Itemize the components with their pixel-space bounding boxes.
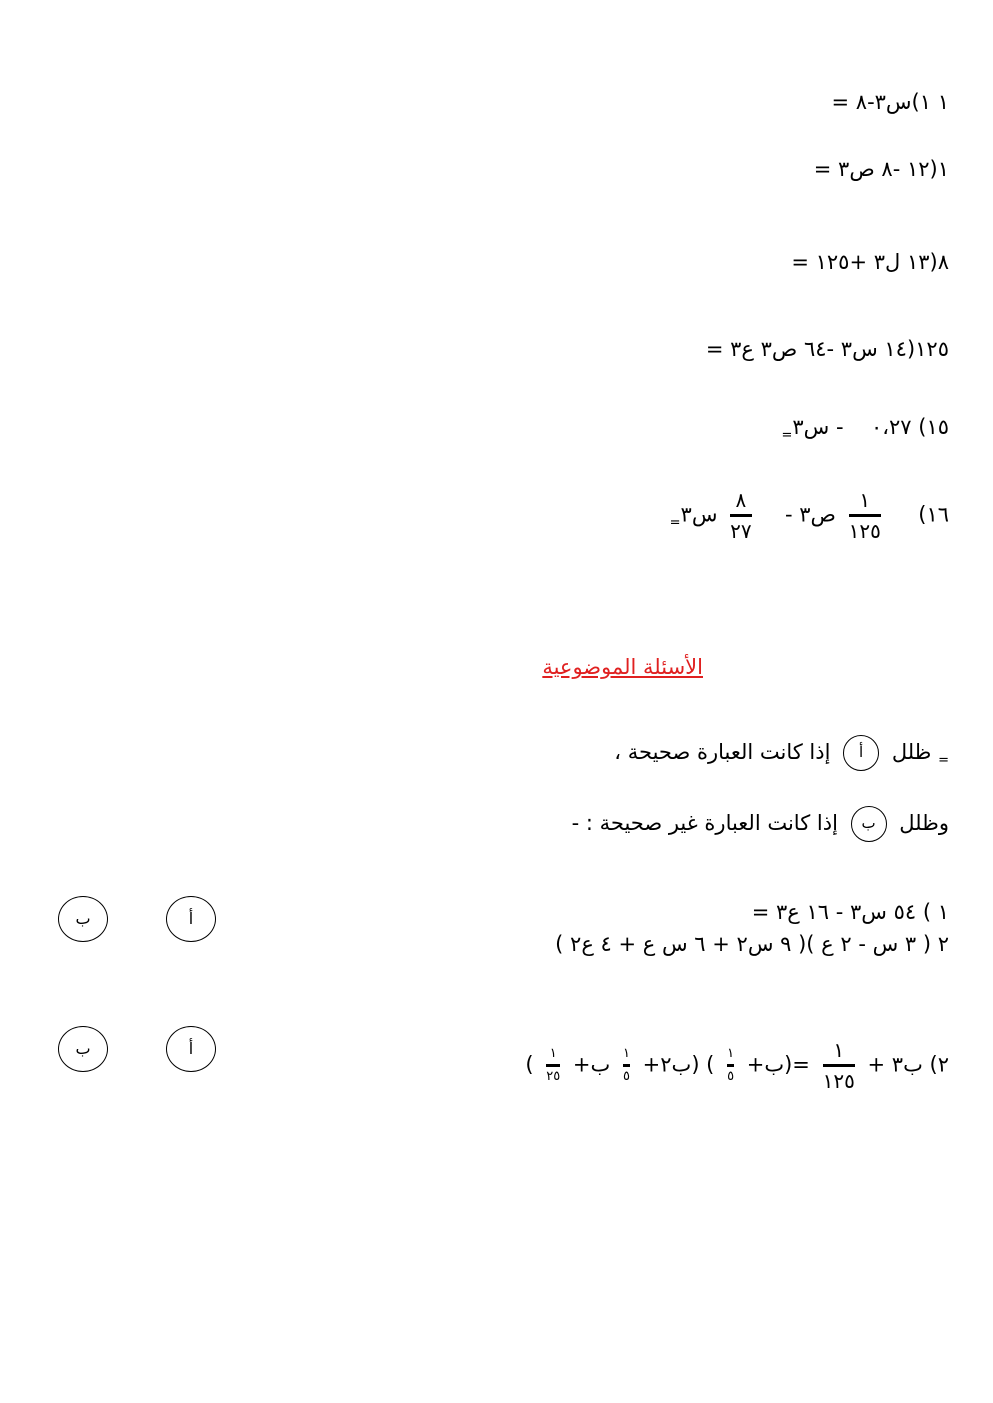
exercise-11: ١ ١)س٣-٨ = <box>831 90 949 114</box>
question-2-middle-2: ) (ب٢+ <box>642 1052 715 1077</box>
exercise-12: ١(١٢ -٨ ص٣ = <box>813 157 949 181</box>
question-2-middle-1: =(ب+ <box>746 1052 810 1077</box>
fraction-denominator: ١٢٥ <box>822 1069 855 1093</box>
fraction-denominator: ١٢٥ <box>848 519 881 543</box>
question-2-fraction-2 <box>727 1046 734 1084</box>
exercise-15-label: ١٥) ٠،٢٧ <box>870 415 949 439</box>
fraction-numerator: ٨ <box>735 488 747 512</box>
question-2-middle-3: ب+ <box>572 1052 611 1077</box>
fraction-bar <box>823 1064 855 1067</box>
fraction-bar <box>623 1064 630 1067</box>
question-2 <box>525 1038 949 1093</box>
answer-a-circle: أ <box>843 735 879 771</box>
instruction-line-2 <box>572 806 949 842</box>
exercise-16-middle: ص٣ - <box>785 502 836 527</box>
exercise-15-equals: = <box>781 428 793 444</box>
instruction-1-text: إذا كانت العبارة صحيحة ، <box>614 740 831 764</box>
fraction-bar <box>730 514 751 517</box>
fraction-numerator: ١ <box>549 1046 557 1062</box>
question-2-end: ) <box>525 1052 534 1077</box>
exercise-15-rest: - س٣ <box>792 415 844 439</box>
question-1-option-a[interactable]: أ <box>166 896 216 942</box>
question-2-option-b[interactable]: ب <box>58 1026 108 1072</box>
fraction-denominator: ٢٧ <box>730 519 752 543</box>
exercise-16 <box>670 488 949 543</box>
fraction-numerator: ١ <box>622 1046 630 1062</box>
question-1-option-b[interactable]: ب <box>58 896 108 942</box>
exercise-15 <box>781 415 949 444</box>
answer-b-circle: ب <box>851 806 887 842</box>
fraction-denominator: ٢٥ <box>546 1069 561 1084</box>
fraction-numerator: ١ <box>859 488 871 512</box>
exercise-16-label: ١٦) <box>918 502 949 527</box>
exercise-16-end: س٣ <box>680 502 718 527</box>
fraction-numerator: ١ <box>833 1038 845 1062</box>
instruction-1-prefix: ظلل <box>891 740 932 764</box>
question-2-fraction-3 <box>623 1046 630 1084</box>
exercise-13: ٨(١٣ ل٣ +١٢٥ = <box>791 250 949 274</box>
instruction-line-1 <box>614 735 949 771</box>
instruction-2-text: إذا كانت العبارة غير صحيحة : - <box>571 811 838 835</box>
question-2-option-a[interactable]: أ <box>166 1026 216 1072</box>
fraction-bar <box>727 1064 734 1067</box>
exercise-14: ١٢٥(١٤ س٣ -٦٤ ص٣ ع٣ = <box>705 337 949 361</box>
fraction-bar <box>546 1064 560 1067</box>
fraction-numerator: ١ <box>727 1046 735 1062</box>
instruction-2-prefix: وظلل <box>899 811 949 835</box>
section-heading: الأسئلة الموضوعية <box>542 655 703 679</box>
question-2-fraction-1 <box>823 1038 855 1093</box>
question-2-fraction-4 <box>546 1046 560 1084</box>
exercise-16-equals: = <box>669 515 681 531</box>
fraction-denominator: ٥ <box>727 1069 735 1084</box>
exercise-16-fraction-2 <box>730 488 751 543</box>
instruction-equals: = <box>938 753 949 769</box>
question-1-line-2: ٢ ( ٣ س - ٢ ع )( ٩ س٢ + ٦ س ع + ٤ ع٢ ) <box>555 932 949 956</box>
fraction-denominator: ٥ <box>622 1069 630 1084</box>
exercise-16-fraction-1 <box>849 488 881 543</box>
question-1-line-1: ١ ) ٥٤ س٣ - ١٦ ع٣ = <box>751 900 949 924</box>
fraction-bar <box>849 514 881 517</box>
question-2-label: ٢) ب٣ + <box>867 1052 949 1077</box>
